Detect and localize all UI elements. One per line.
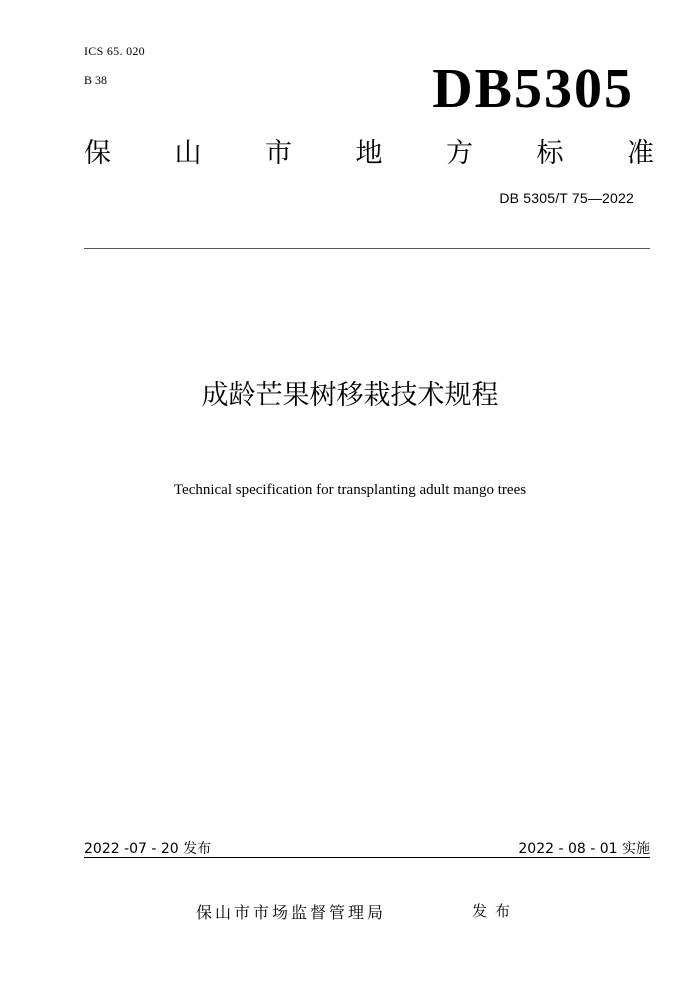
standard-type-char: 地 [355,138,383,169]
ccs-code: B 38 [84,73,108,87]
standard-type-heading [84,134,654,174]
implementation-date: 2022 - 08 - 01 实施 [518,841,650,857]
title-chinese: 成龄芒果树移栽技术规程 [201,380,499,411]
ics-code: ICS 65. 020 [84,44,145,58]
standard-number: DB 5305/T 75—2022 [499,190,634,206]
footer-divider [84,857,650,858]
standard-type-char: 标 [536,138,564,169]
standard-code-large: DB5305 [432,58,634,120]
issue-date: 2022 -07 - 20 发布 [84,841,212,857]
publish-label: 发布 [472,902,519,920]
standard-type-char: 保 [84,138,111,169]
standard-type-char: 市 [265,138,292,169]
issuing-authority: 保山市市场监督管理局 [196,903,387,922]
standard-type-char: 准 [627,138,654,169]
standard-type-char: 山 [174,138,202,169]
standard-type-char: 方 [446,138,473,169]
title-english: Technical specification for transplanting adult mango trees [173,482,527,498]
header-divider [84,248,650,249]
